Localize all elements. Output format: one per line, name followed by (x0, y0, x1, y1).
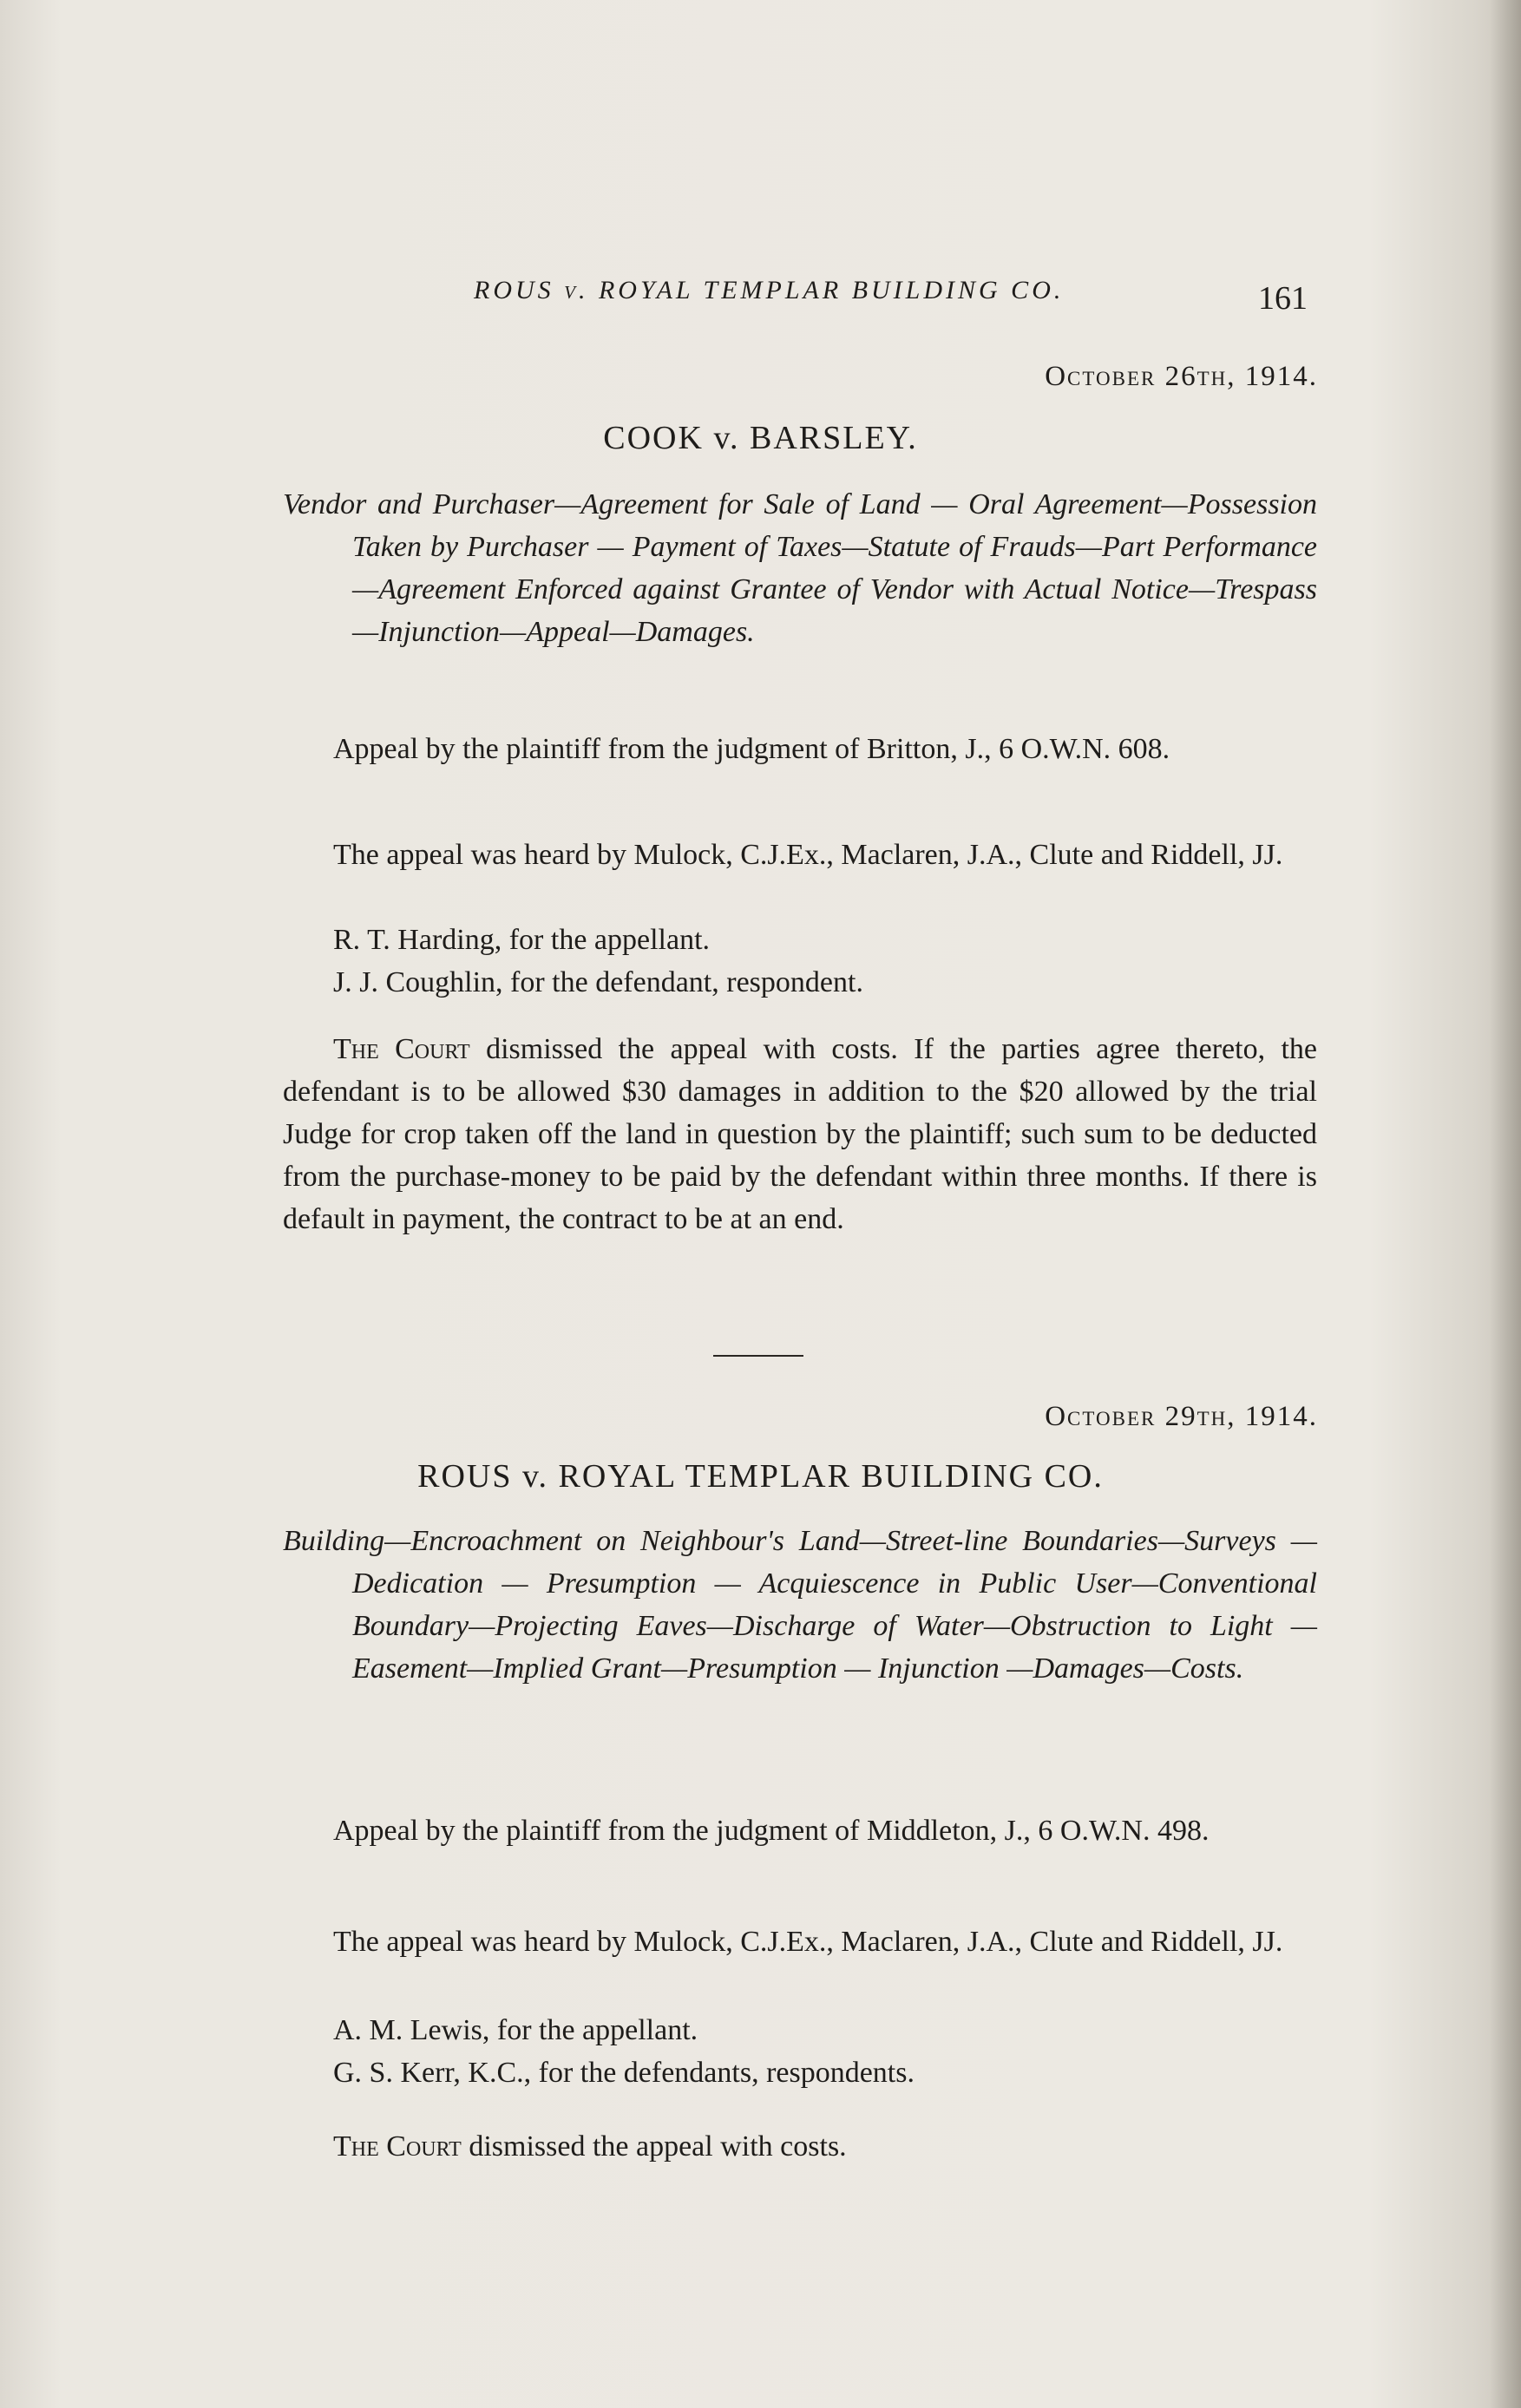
case-separator-rule (713, 1355, 803, 1357)
case-1-catchwords: Vendor and Purchaser—Agreement for Sale of Land — Oral Agreement—Possession Taken by Purchaser — Payment of Taxes—Statute of Frauds—Part Performance—Agreement Enforced against Grantee of Vendor with Actual Notice—Trespass—Injunction—Appeal—Damages. (283, 488, 1317, 648)
page-edge-shadow (1490, 0, 1521, 2408)
case-2-title: ROUS v. ROYAL TEMPLAR BUILDING CO. (417, 1458, 1104, 1495)
case-2-date: October 29th, 1914. (1045, 1401, 1318, 1432)
page-number: 161 (1258, 280, 1308, 317)
case-2-appeal-line: Appeal by the plaintiff from the judgment of Middleton, J., 6 O.W.N. 498. (333, 1815, 1210, 1847)
case-1-heard-by: The appeal was heard by Mulock, C.J.Ex., Maclaren, J.A., Clute and Riddell, JJ. (333, 839, 1283, 871)
case-1-counsel-appellant: R. T. Harding, for the appellant. (333, 924, 711, 956)
case-1-judgment-text: dismissed the appeal with costs. If the parties agree thereto, the defendant is to be allowed $30 damages in addition to the $20 allowed by the trial Judge for crop taken off the land in question by the plaintiff; such sum to be deducted from the purchase-money to be paid by the defendant within three months. If there is default in payment, the contract to be at an end. (283, 1033, 1317, 1235)
running-head: ROUS v. ROYAL TEMPLAR BUILDING CO. (474, 276, 1065, 304)
case-1-date: October 26th, 1914. (1045, 361, 1318, 392)
case-2-counsel-appellant: A. M. Lewis, for the appellant. (333, 2014, 698, 2046)
case-1-court-label: The Court (333, 1033, 470, 1065)
case-1-appeal-line: Appeal by the plaintiff from the judgment of Britton, J., 6 O.W.N. 608. (333, 733, 1170, 765)
case-1-judgment (283, 1028, 1317, 1240)
case-2-court-label: The Court (333, 2130, 462, 2163)
case-2-judgment-text: dismissed the appeal with costs. (469, 2130, 847, 2163)
case-1-title: COOK v. BARSLEY. (603, 420, 918, 456)
case-2-judgment (283, 2125, 1317, 2168)
case-2-catchwords: Building—Encroachment on Neighbour's Land—Street-line Boundaries—Surveys — Dedication — Presumption — Acquiescence in Public User—Conventional Boundary—Projecting Eaves—Discharge of Water—Obstruction to Light —Easement—Implied Grant—Presumption — Injunction —Damages—Costs. (283, 1525, 1317, 1685)
case-2-counsel-respondent: G. S. Kerr, K.C., for the defendants, respondents. (333, 2057, 915, 2089)
case-2-heard-by: The appeal was heard by Mulock, C.J.Ex., Maclaren, J.A., Clute and Riddell, JJ. (333, 1926, 1283, 1958)
case-1-counsel-respondent: J. J. Coughlin, for the defendant, respondent. (333, 966, 863, 998)
